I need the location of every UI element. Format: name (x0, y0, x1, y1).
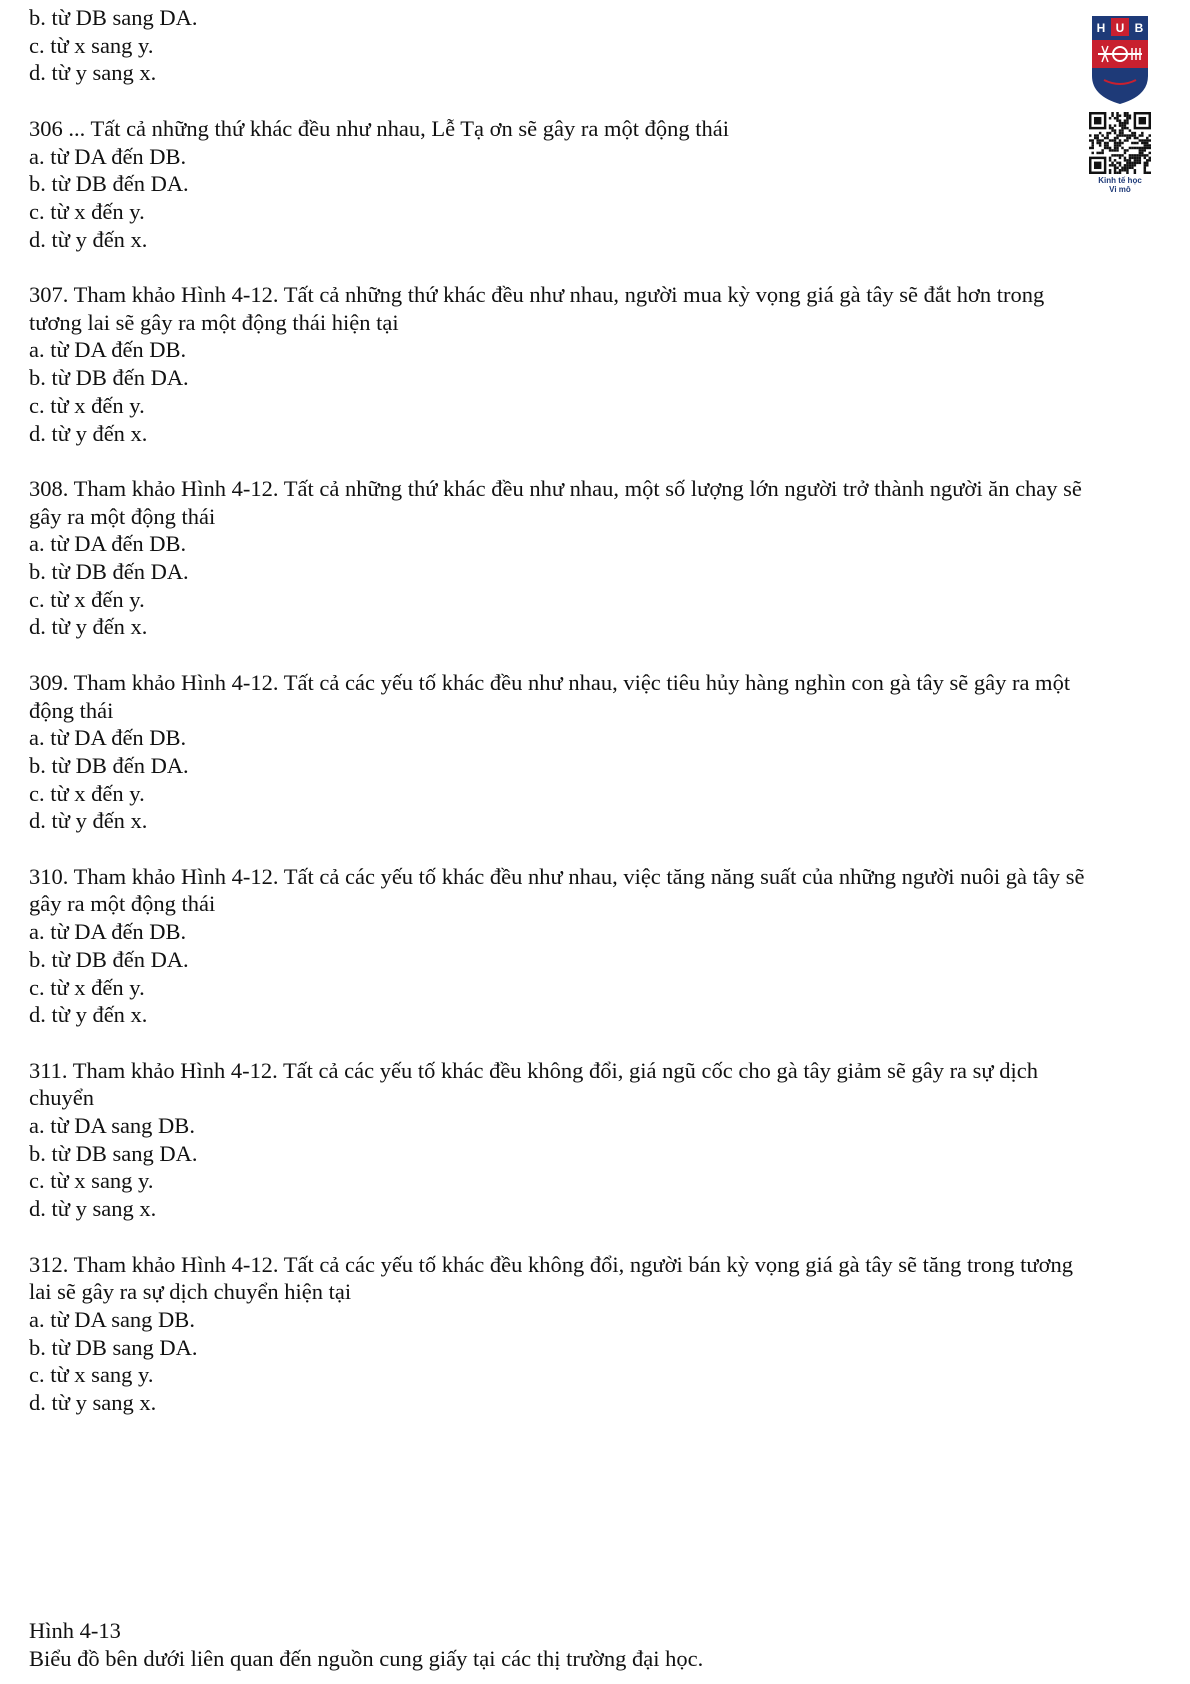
document-page (29, 4, 1169, 1444)
figure-intro (29, 1617, 703, 1672)
intro-options (29, 4, 1169, 87)
option-line: a. từ DA sang DB. (29, 1306, 195, 1332)
hub-logo (1085, 14, 1155, 194)
logo-caption-line1: Kinh tế học (1098, 176, 1142, 185)
option-line: c. từ x đến y. (29, 198, 145, 224)
question-text: động thái (29, 697, 114, 723)
option-line: b. từ DB đến DA. (29, 171, 189, 197)
logo-letter-u: U (1115, 21, 1125, 35)
question-text: lai sẽ gây ra sự dịch chuyển hiện tại (29, 1279, 352, 1305)
option-line: b. từ DB đến DA. (29, 559, 189, 585)
option-line: c. từ x đến y. (29, 974, 145, 1000)
question-text: chuyển (29, 1085, 94, 1111)
question-block (29, 863, 1169, 1029)
option-line: d. từ y đến x. (29, 614, 148, 640)
question-block (29, 669, 1169, 835)
question-block (29, 281, 1169, 447)
university-shield-icon (1090, 14, 1150, 106)
question-text: 311. Tham khảo Hình 4-12. Tất cả các yếu tố khác đều không đổi, giá ngũ cốc cho gà tây giảm sẽ gây ra sự dịch (29, 1057, 1038, 1083)
option-line: c. từ x sang y. (29, 1362, 154, 1388)
option-line: b. từ DB đến DA. (29, 752, 189, 778)
option-line: a. từ DA đến DB. (29, 919, 187, 945)
option-line: b. từ DB sang DA. (29, 1334, 198, 1360)
figure-caption: Biểu đồ bên dưới liên quan đến nguồn cung giấy tại các thị trường đại học. (29, 1645, 704, 1671)
question-text: tương lai sẽ gây ra một động thái hiện tại (29, 309, 399, 335)
question-text: gây ra một động thái (29, 891, 216, 917)
option-line: d. từ y đến x. (29, 420, 148, 446)
option-line: b. từ DB đến DA. (29, 946, 189, 972)
question-text: gây ra một động thái (29, 503, 216, 529)
figure-label: Hình 4-13 (29, 1618, 121, 1643)
qr-code-icon (1089, 112, 1151, 174)
logo-letter-h: H (1096, 21, 1106, 35)
option-line: c. từ x sang y. (29, 32, 154, 58)
option-line: d. từ y sang x. (29, 1196, 157, 1222)
question-text: 308. Tham khảo Hình 4-12. Tất cả những thứ khác đều như nhau, một số lượng lớn người trở thành người ăn chay sẽ (29, 475, 1082, 501)
option-line: c. từ x đến y. (29, 392, 145, 418)
logo-letter-b: B (1134, 21, 1144, 35)
question-block (29, 475, 1169, 641)
option-line: a. từ DA đến DB. (29, 143, 187, 169)
option-line: c. từ x đến y. (29, 586, 145, 612)
option-line: d. từ y sang x. (29, 60, 157, 86)
question-text: 307. Tham khảo Hình 4-12. Tất cả những thứ khác đều như nhau, người mua kỳ vọng giá gà tây sẽ đắt hơn trong (29, 282, 1045, 307)
question-block (29, 115, 1169, 254)
option-line: d. từ y sang x. (29, 1390, 157, 1416)
option-line: d. từ y đến x. (29, 1002, 148, 1028)
question-text: 306 ... Tất cả những thứ khác đều như nhau, Lễ Tạ ơn sẽ gây ra một động thái (29, 115, 729, 141)
option-line: a. từ DA đến DB. (29, 531, 187, 557)
question-text: 312. Tham khảo Hình 4-12. Tất cả các yếu tố khác đều không đổi, người bán kỳ vọng giá gà tây sẽ tăng trong tương (29, 1251, 1073, 1277)
option-line: c. từ x đến y. (29, 780, 145, 806)
option-line: b. từ DB đến DA. (29, 365, 189, 391)
question-block (29, 1251, 1169, 1417)
logo-caption-line2: Vi mô (1109, 185, 1131, 194)
option-line: d. từ y đến x. (29, 808, 148, 834)
question-text: 309. Tham khảo Hình 4-12. Tất cả các yếu tố khác đều như nhau, việc tiêu hủy hàng nghìn con gà tây sẽ gây ra một (29, 669, 1071, 695)
option-line: c. từ x sang y. (29, 1168, 154, 1194)
option-line: a. từ DA đến DB. (29, 337, 187, 363)
option-line: b. từ DB sang DA. (29, 1140, 198, 1166)
question-block (29, 1057, 1169, 1223)
option-line: b. từ DB sang DA. (29, 5, 198, 30)
option-line: a. từ DA sang DB. (29, 1113, 195, 1139)
option-line: d. từ y đến x. (29, 226, 148, 252)
question-text: 310. Tham khảo Hình 4-12. Tất cả các yếu tố khác đều như nhau, việc tăng năng suất của những người nuôi gà tây sẽ (29, 863, 1085, 889)
logo-caption (1085, 176, 1155, 194)
question-list (29, 115, 1169, 1417)
option-line: a. từ DA đến DB. (29, 725, 187, 751)
